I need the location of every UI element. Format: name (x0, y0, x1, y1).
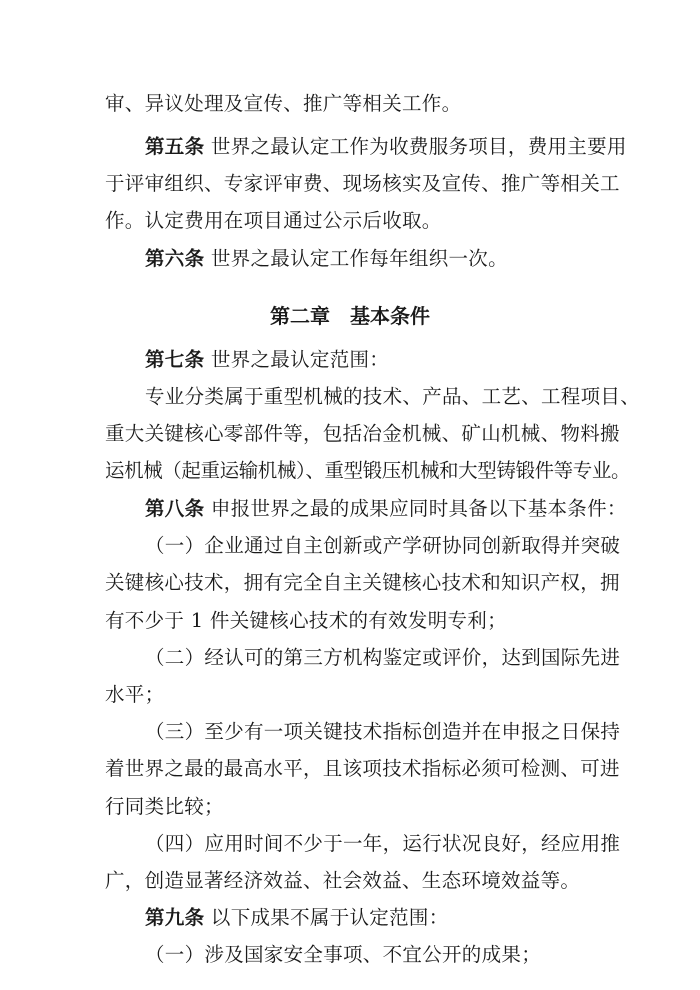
line-text: 着世界之最的最高水平，且该项技术指标必须可检测、可进 (105, 757, 620, 780)
article-6-line (145, 247, 600, 271)
line-text: 世界之最认定工作为收费服务项目，费用主要用 (204, 135, 627, 158)
body-text-line (105, 92, 600, 116)
article-8-line (145, 497, 627, 521)
line-text: 广，创造显著经济效益、社会效益、生态环境效益等。 (105, 869, 581, 892)
body-text-line (105, 869, 600, 893)
body-text-line (105, 609, 600, 633)
body-text-line (105, 459, 631, 483)
line-text: 行同类比较； (105, 795, 224, 818)
body-text-line (105, 571, 620, 595)
chapter-heading: 第二章 基本条件 (270, 304, 430, 328)
line-text: 运机械（起重运输机械）、重型锻压机械和大型铸锻件等专业。 (105, 459, 631, 482)
line-text: 水平； (105, 683, 165, 706)
body-text-line (105, 422, 620, 446)
article-label: 第五条 (145, 135, 205, 158)
body-text-line (145, 943, 600, 967)
article-label: 第七条 (145, 348, 205, 371)
body-text-line (105, 683, 600, 707)
body-text-line (145, 832, 621, 856)
line-text: 重大关键核心零部件等，包括冶金机械、矿山机械、物料搬 (105, 422, 620, 445)
line-text: （二）经认可的第三方机构鉴定或评价，达到国际先进 (145, 646, 621, 669)
body-text-line (105, 172, 620, 196)
body-text-line (145, 534, 621, 558)
body-text-line (105, 757, 620, 781)
line-text: （一）企业通过自主创新或产学研协同创新取得并突破 (145, 534, 621, 557)
line-text: 以下成果不属于认定范围： (204, 906, 449, 929)
body-text-line (105, 795, 600, 819)
body-text-line (145, 720, 621, 744)
line-text: 审、异议处理及宣传、推广等相关工作。 (105, 92, 462, 115)
article-5-line (145, 135, 627, 159)
line-text: 有不少于 1 件关键核心技术的有效发明专利； (105, 609, 507, 632)
article-label: 第九条 (145, 906, 205, 929)
body-text-line (105, 209, 600, 233)
line-text: （三）至少有一项关键技术指标创造并在申报之日保持 (145, 720, 621, 743)
line-text: 于评审组织、专家评审费、现场核实及宣传、推广等相关工 (105, 172, 620, 195)
line-text: 世界之最认定范围： (204, 348, 390, 371)
line-text: 专业分类属于重型机械的技术、产品、工艺、工程项目、 (145, 385, 641, 408)
body-text-line (145, 646, 621, 670)
line-text: 作。认定费用在项目通过公示后收取。 (105, 209, 442, 232)
line-text: （四）应用时间不少于一年，运行状况良好，经应用推 (145, 832, 621, 855)
body-text-line (145, 385, 641, 409)
line-text: （一）涉及国家安全事项、不宜公开的成果； (145, 943, 542, 966)
article-7-line (145, 348, 600, 372)
article-label: 第六条 (145, 247, 205, 270)
article-label: 第八条 (145, 497, 205, 520)
line-text: 世界之最认定工作每年组织一次。 (204, 247, 508, 270)
line-text: 申报世界之最的成果应同时具备以下基本条件： (204, 497, 627, 520)
article-9-line (145, 906, 600, 930)
line-text: 关键核心技术，拥有完全自主关键核心技术和知识产权，拥 (105, 571, 620, 594)
